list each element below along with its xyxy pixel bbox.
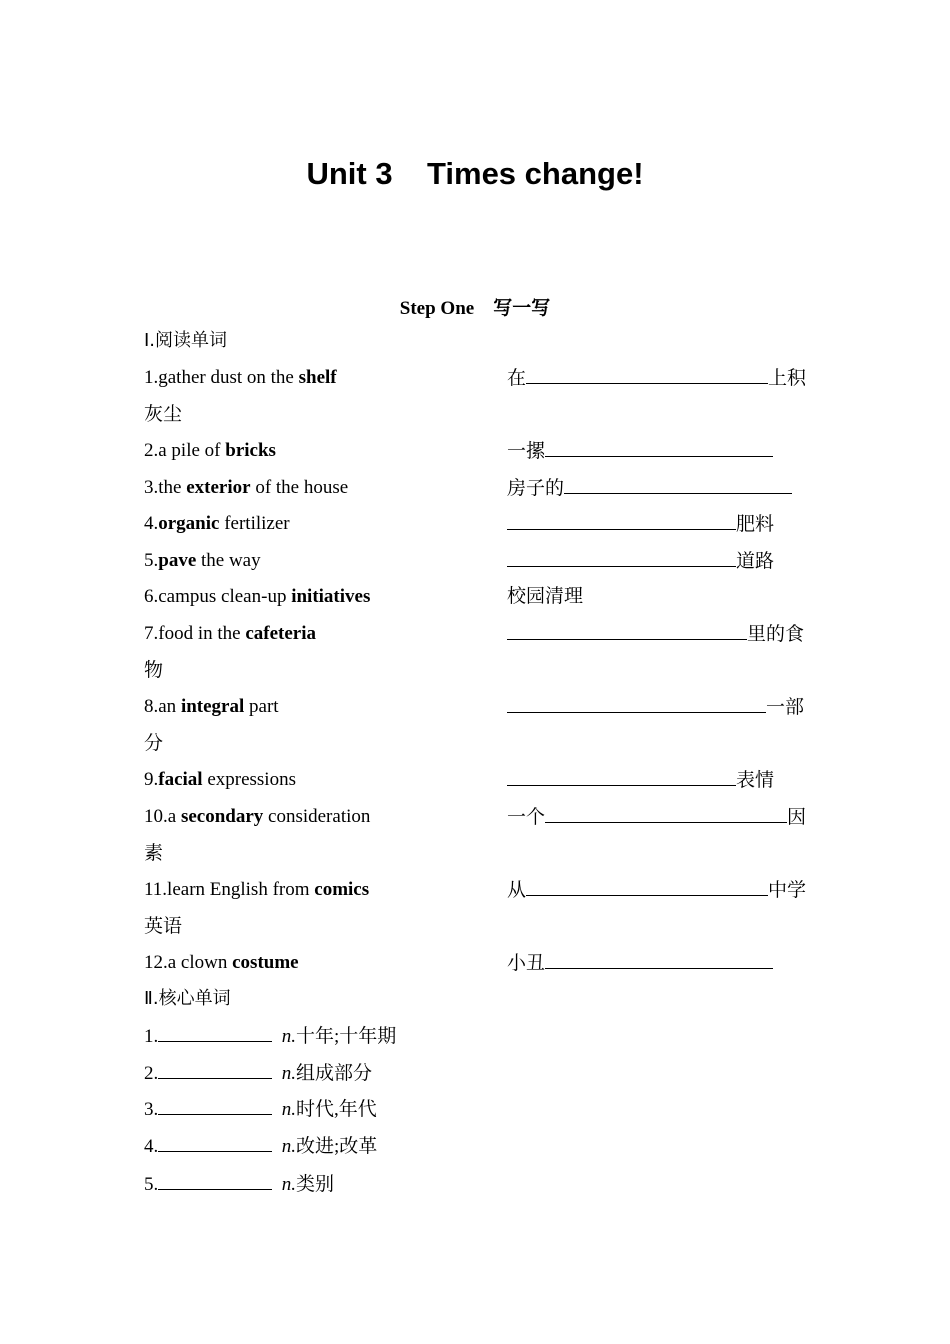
answer-blank[interactable]: [545, 438, 773, 457]
translation-8: 一部: [507, 694, 804, 720]
answer-blank[interactable]: [507, 548, 736, 567]
translation-7: 里的食: [507, 621, 804, 647]
answer-blank[interactable]: [507, 767, 736, 786]
vocab-item-3: 3.the exterior of the house: [144, 477, 349, 498]
vocab-item-12: 12.a clown costume: [144, 952, 299, 973]
vocab-item-4: 4.organic fertilizer: [144, 513, 290, 534]
translation-6: 校园清理: [507, 586, 584, 607]
answer-blank[interactable]: [507, 511, 736, 530]
translation-7-wrap: 物: [144, 660, 164, 681]
translation-10: 一个 因: [507, 804, 806, 830]
section-2-heading: Ⅱ.核心单词: [144, 988, 231, 1009]
keyword: secondary: [180, 806, 264, 827]
translation-11-wrap: 英语: [144, 916, 183, 937]
keyword: shelf: [298, 367, 337, 388]
translation-10-wrap: 素: [144, 843, 164, 864]
vocab-item-5: 5.pave the way: [144, 550, 261, 571]
core-word-1: 1. n.十年;十年期: [144, 1023, 396, 1049]
translation-3: 房子的: [507, 475, 792, 501]
answer-blank[interactable]: [158, 1096, 272, 1115]
answer-blank[interactable]: [507, 621, 747, 640]
keyword: organic: [158, 513, 220, 534]
step-heading: Step One 写一写: [399, 298, 551, 319]
answer-blank[interactable]: [158, 1171, 272, 1190]
translation-5: 道路: [507, 548, 774, 574]
keyword: pave: [158, 550, 197, 571]
translation-8-wrap: 分: [144, 733, 164, 754]
translation-4: 肥料: [507, 511, 774, 537]
answer-blank[interactable]: [526, 365, 768, 384]
keyword: costume: [232, 952, 299, 973]
translation-11: 从 中学: [507, 877, 806, 903]
keyword: initiatives: [291, 586, 371, 607]
vocab-item-11: 11.learn English from comics: [144, 879, 370, 900]
answer-blank[interactable]: [564, 475, 792, 494]
translation-9: 表情: [507, 767, 774, 793]
keyword: cafeteria: [245, 623, 316, 644]
answer-blank[interactable]: [526, 877, 768, 896]
answer-blank[interactable]: [158, 1023, 272, 1042]
vocab-item-1: 1.gather dust on the shelf: [144, 367, 337, 388]
core-word-4: 4. n.改进;改革: [144, 1133, 377, 1159]
answer-blank[interactable]: [507, 694, 766, 713]
vocab-item-7: 7.food in the cafeteria: [144, 623, 316, 644]
answer-blank[interactable]: [545, 804, 787, 823]
page-title: Unit 3 Times change!: [306, 156, 644, 191]
vocab-item-6: 6.campus clean-up initiatives: [144, 586, 371, 607]
translation-1-wrap: 灰尘: [144, 404, 183, 425]
core-word-5: 5. n.类别: [144, 1171, 334, 1197]
section-1-heading: Ⅰ.阅读单词: [144, 330, 228, 351]
vocab-item-10: 10.a secondary consideration: [144, 806, 371, 827]
vocab-item-2: 2.a pile of bricks: [144, 440, 276, 461]
translation-1: 在 上积: [507, 365, 806, 391]
translation-12: 小丑: [507, 950, 773, 976]
keyword: comics: [314, 879, 370, 900]
core-word-2: 2. n.组成部分: [144, 1060, 372, 1086]
keyword: facial: [158, 769, 203, 790]
keyword: bricks: [225, 440, 276, 461]
core-word-3: 3. n.时代,年代: [144, 1096, 377, 1122]
vocab-item-9: 9.facial expressions: [144, 769, 296, 790]
vocab-item-8: 8.an integral part: [144, 696, 279, 717]
translation-2: 一摞: [507, 438, 773, 464]
keyword: exterior: [186, 477, 251, 498]
answer-blank[interactable]: [158, 1133, 272, 1152]
answer-blank[interactable]: [545, 950, 773, 969]
answer-blank[interactable]: [158, 1060, 272, 1079]
keyword: integral: [180, 696, 245, 717]
